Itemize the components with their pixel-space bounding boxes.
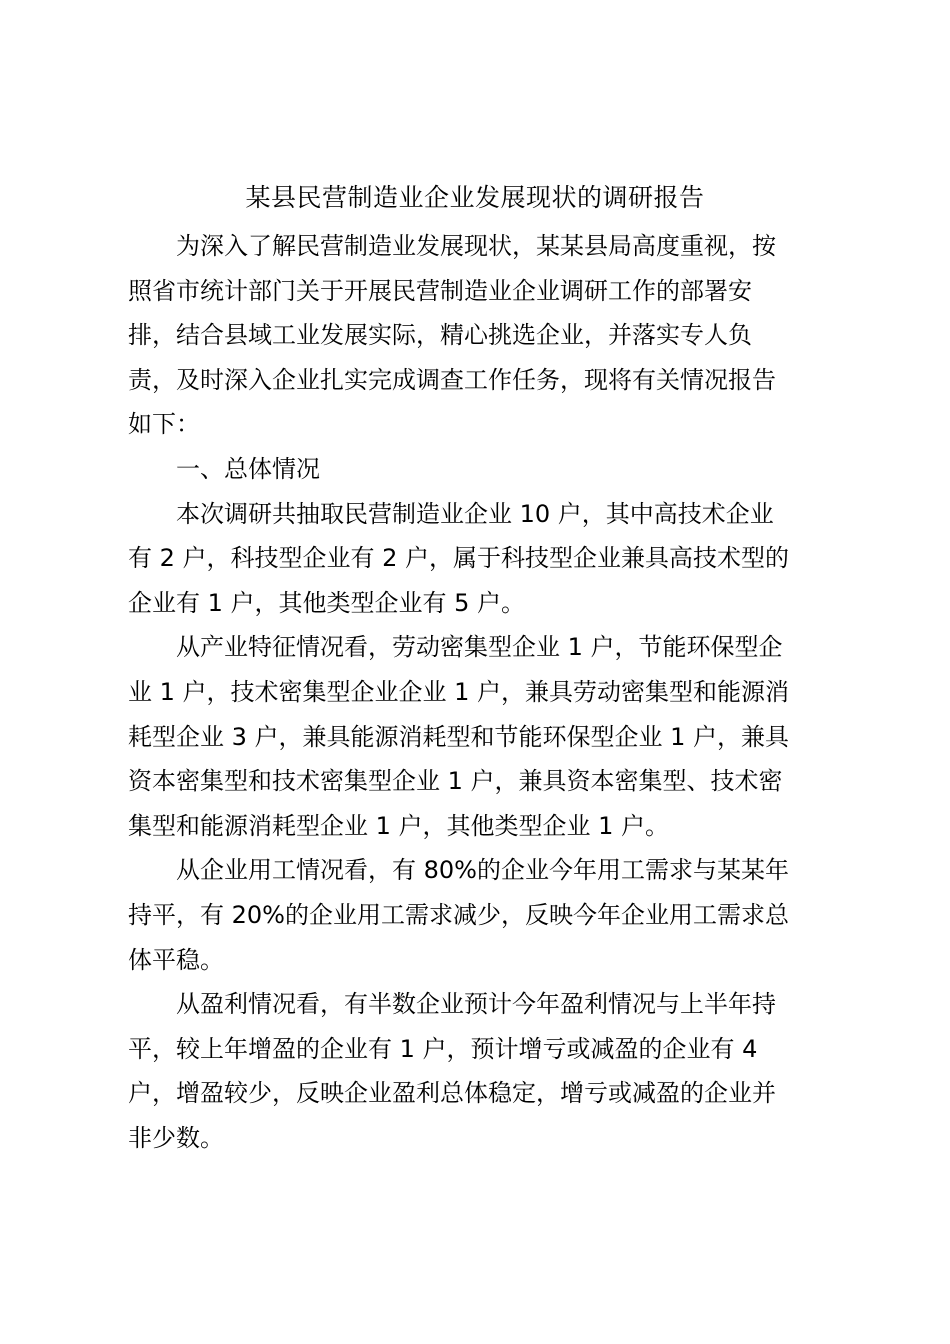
industry-line: 集型和能源消耗型企业 1 户，其他类型企业 1 户。 (128, 811, 670, 840)
industry-line: 业 1 户，技术密集型企业企业 1 户，兼具劳动密集型和能源消 (128, 677, 790, 706)
profit-line: 从盈利情况看，有半数企业预计今年盈利情况与上半年持 (176, 990, 776, 1019)
section-heading: 一、总体情况 (176, 454, 320, 483)
industry-line: 资本密集型和技术密集型企业 1 户，兼具资本密集型、技术密 (128, 767, 783, 796)
industry-line: 耗型企业 3 户，兼具能源消耗型和节能环保型企业 1 户，兼具 (128, 722, 790, 751)
profit-line: 平，较上年增盈的企业有 1 户，预计增亏或减盈的企业有 4 (128, 1034, 758, 1063)
profit-line: 非少数。 (128, 1123, 224, 1152)
intro-line: 为深入了解民营制造业发展现状，某某县局高度重视，按 (176, 232, 776, 260)
profit-line: 户，增盈较少，反映企业盈利总体稳定，增亏或减盈的企业并 (128, 1079, 776, 1108)
sample-line: 企业有 1 户，其他类型企业有 5 户。 (128, 588, 526, 617)
labor-paragraph (128, 848, 828, 982)
intro-line: 排，结合县域工业发展实际，精心挑选企业，并落实专人负 (128, 321, 752, 350)
document-title: 某县民营制造业企业发展现状的调研报告 (245, 183, 705, 212)
labor-line: 持平，有 20%的企业用工需求减少，反映今年企业用工需求总 (128, 900, 789, 929)
sample-line: 有 2 户，科技型企业有 2 户，属于科技型企业兼具高技术型的 (128, 544, 790, 573)
intro-line: 照省市统计部门关于开展民营制造业企业调研工作的部署安 (128, 276, 752, 305)
industry-paragraph (128, 625, 828, 848)
sample-line: 本次调研共抽取民营制造业企业 10 户，其中高技术企业 (176, 499, 774, 528)
labor-line: 从企业用工情况看，有 80%的企业今年用工需求与某某年 (176, 856, 789, 885)
intro-line: 责，及时深入企业扎实完成调查工作任务，现将有关情况报告 (128, 365, 776, 394)
industry-line: 从产业特征情况看，劳动密集型企业 1 户，节能环保型企 (176, 633, 783, 662)
sample-paragraph (128, 492, 828, 626)
intro-paragraph (128, 224, 828, 447)
intro-line: 如下： (128, 410, 200, 439)
labor-line: 体平稳。 (128, 945, 224, 974)
document-body (128, 224, 828, 1160)
profit-paragraph (128, 982, 828, 1160)
